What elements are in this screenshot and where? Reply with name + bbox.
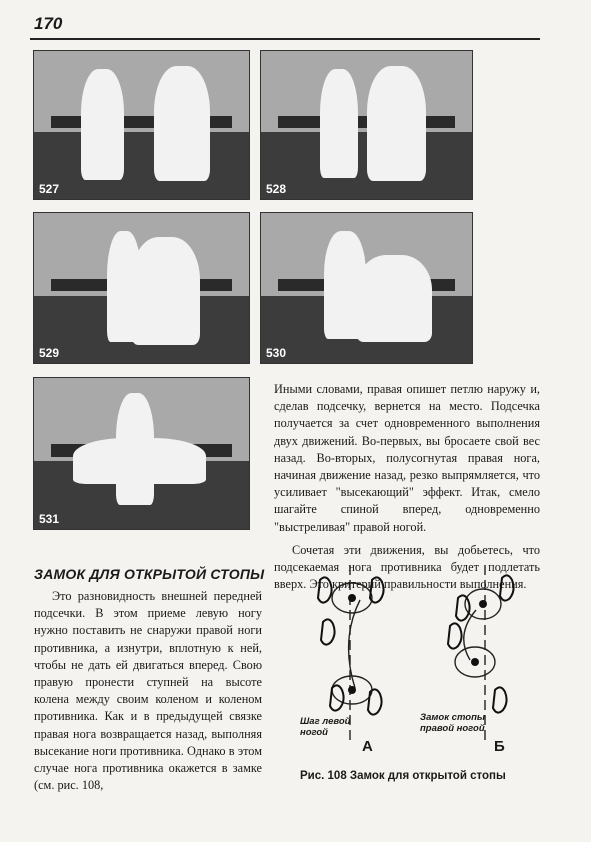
page-number: 170 <box>34 14 63 33</box>
photo-label: 530 <box>266 346 287 360</box>
figure-letter-a: А <box>362 738 373 755</box>
photo-label: 529 <box>39 346 60 360</box>
photo-531 <box>33 377 250 530</box>
paragraph: Иными словами, правая опишет петлю наружу и, сделав подсечку, вернется на место. Подсечка получается за счет одновременного выполнения двух движений. Во-первых, вы бросаете свой вес назад. Во-вторых, полусогнутая правая нога, начиная движение назад, резко выпрямляется, что усиливает "высекающий" эффект. Итак, смело шагайте спиной вперед, одновременно "выстреливая" правой ногой. <box>274 382 540 534</box>
label-right-lock: Замок стопы правой ногой <box>420 712 485 734</box>
label-left-step: Шаг левой ногой <box>300 716 351 738</box>
photo-528 <box>260 50 473 200</box>
photo-527 <box>33 50 250 200</box>
photo-label: 528 <box>266 182 287 196</box>
figure-letter-b: Б <box>494 738 505 755</box>
photo-530 <box>260 212 473 364</box>
lower-text <box>34 588 262 794</box>
header-rule <box>30 38 540 40</box>
section-heading: ЗАМОК ДЛЯ ОТКРЫТОЙ СТОПЫ <box>34 566 265 582</box>
figure-caption: Рис. 108 Замок для открытой стопы <box>300 770 506 782</box>
photo-label: 527 <box>39 182 60 196</box>
paragraph: Сочетая эти движения, вы добьетесь, что подсекаемая нога противника будет подлетать вверх. Это критерий правильности выполнения. <box>274 542 540 592</box>
photo-529 <box>33 212 250 364</box>
paragraph: Это разновидность внешней передней подсечки. В этом приеме левую ногу нужно поставить не снаружи правой ноги противника, а изнутри, вплотную к ней, чтобы не дать ей двигаться вперед. Свою правую пронести ступней на высоте колена между своим коленом и коленом противника. Как и в предыдущей связке правая нога возвращается назад, выполняя высекание ноги противника. Однако в этом случае нога противника окажется в замке (см. рис. 108, <box>34 589 262 793</box>
photo-label: 531 <box>39 512 60 526</box>
